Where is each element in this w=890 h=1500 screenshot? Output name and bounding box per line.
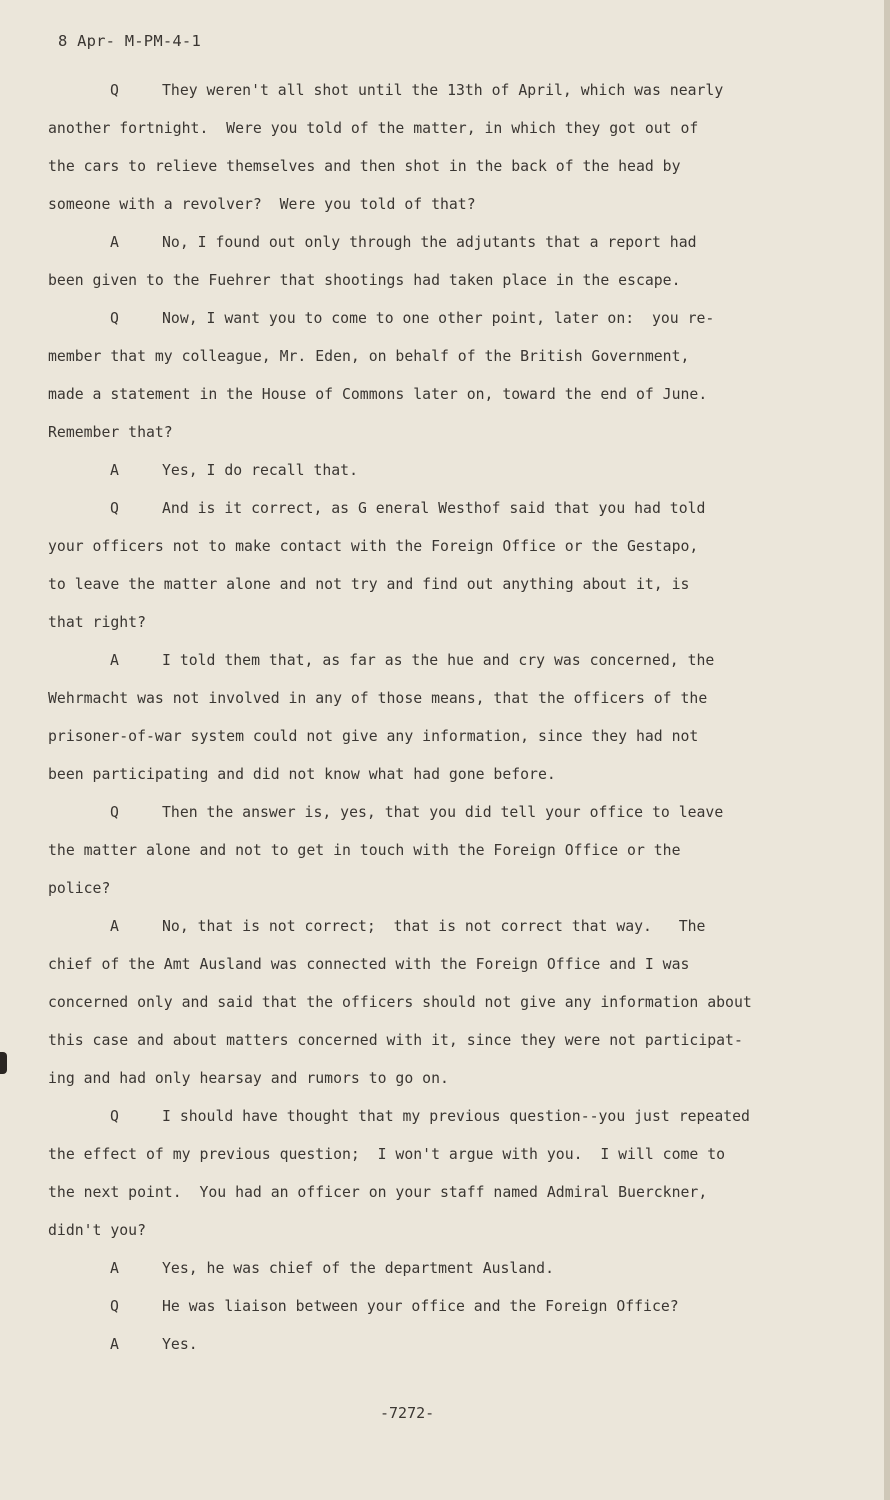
transcript-line [48,984,778,1022]
transcript-line [48,1212,778,1250]
line-text: ing and had only hearsay and rumors to go on. [48,1070,449,1087]
line-text: your officers not to make contact with the Foreign Office or the Gestapo, [48,538,699,555]
line-text: member that my colleague, Mr. Eden, on behalf of the British Government, [48,348,690,365]
speaker-label: Q [110,310,119,327]
transcript-line [48,1060,778,1098]
line-text: And is it correct, as G eneral Westhof said that you had told [162,500,706,517]
speaker-label: A [110,918,119,935]
line-text: this case and about matters concerned with it, since they were not participat- [48,1032,743,1049]
line-text: the effect of my previous question; I won't argue with you. I will come to [48,1146,726,1163]
line-text: No, that is not correct; that is not correct that way. The [162,918,706,935]
line-text: Wehrmacht was not involved in any of those means, that the officers of the [48,690,708,707]
line-text: They weren't all shot until the 13th of April, which was nearly [162,82,724,99]
line-text: the matter alone and not to get in touch with the Foreign Office or the [48,842,681,859]
line-text: I should have thought that my previous question--you just repeated [162,1108,750,1125]
line-text: someone with a revolver? Were you told of that? [48,196,476,213]
speaker-label: A [110,652,119,669]
transcript-line [48,870,778,908]
line-text: He was liaison between your office and the Foreign Office? [162,1298,679,1315]
transcript-paragraph [48,1288,778,1326]
speaker-label: Q [110,500,119,517]
page-header: 8 Apr- M-PM-4-1 [58,32,201,50]
transcript-paragraph [48,224,778,300]
transcript-line [48,566,778,604]
transcript-paragraph [48,794,778,908]
transcript-paragraph [48,1326,778,1364]
page-number: -7272- [380,1404,435,1422]
speaker-label: Q [110,82,119,99]
transcript-line [48,186,778,224]
transcript-line [48,832,778,870]
transcript-line [48,718,778,756]
line-text: the next point. You had an officer on your staff named Admiral Buerckner, [48,1184,708,1201]
transcript-line [48,300,778,338]
transcript-line [48,490,778,528]
transcript-paragraph [48,908,778,1098]
transcript-line [48,1136,778,1174]
line-text: didn't you? [48,1222,146,1239]
transcript-line [48,528,778,566]
speaker-label: A [110,234,119,251]
line-text: Now, I want you to come to one other point, later on: you re- [162,310,715,327]
line-text: concerned only and said that the officers should not give any information about [48,994,752,1011]
speaker-label: A [110,1336,119,1353]
line-text: chief of the Amt Ausland was connected with the Foreign Office and I was [48,956,690,973]
transcript-line [48,794,778,832]
speaker-label: A [110,462,119,479]
line-text: the cars to relieve themselves and then shot in the back of the head by [48,158,681,175]
line-text: Remember that? [48,424,173,441]
line-text: Yes, I do recall that. [162,462,358,479]
line-text: been given to the Fuehrer that shootings had taken place in the escape. [48,272,681,289]
transcript-line [48,1174,778,1212]
transcript-line [48,338,778,376]
transcript-paragraph [48,300,778,452]
line-text: been participating and did not know what had gone before. [48,766,556,783]
line-text: I told them that, as far as the hue and cry was concerned, the [162,652,715,669]
transcript-line [48,414,778,452]
transcript-line [48,1022,778,1060]
line-text: that right? [48,614,146,631]
transcript-paragraph [48,1250,778,1288]
transcript-paragraph [48,642,778,794]
line-text: No, I found out only through the adjutants that a report had [162,234,697,251]
line-text: another fortnight. Were you told of the matter, in which they got out of [48,120,699,137]
transcript-line [48,224,778,262]
transcript-line [48,604,778,642]
transcript-line [48,148,778,186]
transcript-line [48,1250,778,1288]
transcript-paragraph [48,490,778,642]
line-text: Then the answer is, yes, that you did tell your office to leave [162,804,724,821]
transcript-line [48,262,778,300]
transcript-paragraph [48,452,778,490]
transcript-line [48,756,778,794]
line-text: Yes. [162,1336,198,1353]
line-text: police? [48,880,111,897]
line-text: prisoner-of-war system could not give any information, since they had not [48,728,699,745]
transcript-line [48,642,778,680]
line-text: to leave the matter alone and not try and find out anything about it, is [48,576,690,593]
transcript-paragraph [48,1098,778,1250]
transcript-line [48,680,778,718]
transcript-body [48,72,778,1364]
line-text: Yes, he was chief of the department Ausland. [162,1260,554,1277]
transcript-line [48,72,778,110]
line-text: made a statement in the House of Commons later on, toward the end of June. [48,386,708,403]
speaker-label: Q [110,1298,119,1315]
page-edge [884,0,890,1500]
transcript-line [48,110,778,148]
speaker-label: A [110,1260,119,1277]
speaker-label: Q [110,1108,119,1125]
transcript-line [48,1288,778,1326]
speaker-label: Q [110,804,119,821]
transcript-line [48,1098,778,1136]
transcript-line [48,908,778,946]
transcript-line [48,946,778,984]
transcript-line [48,376,778,414]
binding-mark [0,1052,7,1074]
transcript-paragraph [48,72,778,224]
transcript-line [48,452,778,490]
transcript-line [48,1326,778,1364]
